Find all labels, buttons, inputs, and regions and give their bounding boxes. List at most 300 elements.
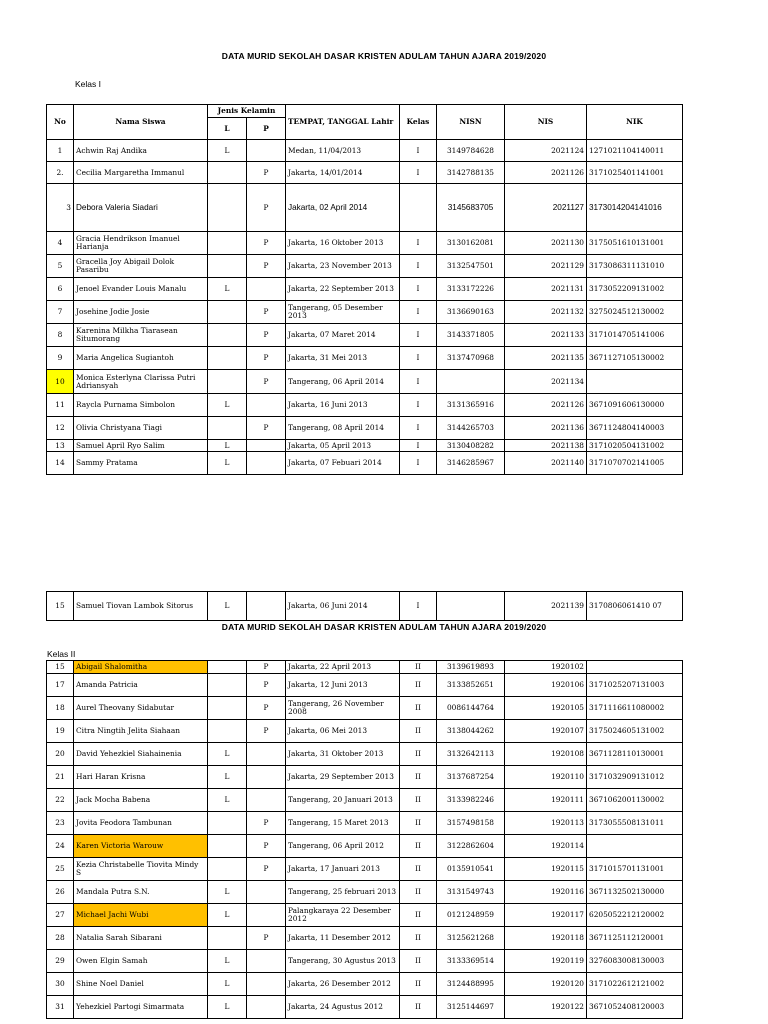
table-row — [47, 674, 683, 697]
cell-no: 5 — [47, 255, 74, 278]
table-row — [47, 697, 683, 720]
cell-no: 29 — [47, 950, 74, 973]
cell-nik: 3171022612121002 — [587, 973, 683, 996]
table-row — [47, 301, 683, 324]
cell-nik: 3276083008130003 — [587, 950, 683, 973]
cell-birth: Jakarta, 29 September 2013 — [286, 766, 400, 789]
cell-no: 26 — [47, 881, 74, 904]
cell-no: 9 — [47, 347, 74, 370]
cell-no: 24 — [47, 835, 74, 858]
cell-birth: Tangerang, 06 April 2012 — [286, 835, 400, 858]
cell-name: David Yehezkiel Siahainenia — [74, 743, 208, 766]
cell-nis: 2021133 — [505, 324, 587, 347]
table-row — [47, 232, 683, 255]
cell-class: II — [400, 858, 437, 881]
cell-nis: 2021127 — [505, 184, 587, 232]
cell-female: P — [247, 858, 286, 881]
cell-no: 10 — [47, 370, 74, 394]
cell-female: P — [247, 720, 286, 743]
cell-class: I — [400, 232, 437, 255]
header-nisn: NISN — [437, 105, 505, 140]
cell-female: P — [247, 417, 286, 440]
cell-male: L — [208, 743, 247, 766]
cell-nik: 3171020504131002 — [587, 440, 683, 452]
cell-nis: 1920102 — [505, 661, 587, 674]
cell-no: 15 — [47, 661, 74, 674]
header-nik: NIK — [587, 105, 683, 140]
cell-birth: Tangerang, 08 April 2014 — [286, 417, 400, 440]
cell-nisn: 3157498158 — [437, 812, 505, 835]
cell-name: Natalia Sarah Sibarani — [74, 927, 208, 950]
cell-nisn: 3130162081 — [437, 232, 505, 255]
table-row — [47, 417, 683, 440]
cell-nik: 3171015701131001 — [587, 858, 683, 881]
cell-name: Gracella Joy Abigail Dolok Pasaribu — [74, 255, 208, 278]
cell-nis: 2021134 — [505, 370, 587, 394]
cell-female — [247, 440, 286, 452]
cell-nik: 3170806061410 07 — [587, 592, 683, 621]
table-row — [47, 881, 683, 904]
cell-nik: 3275024512130002 — [587, 301, 683, 324]
cell-no: 1 — [47, 140, 74, 162]
table-row — [47, 184, 683, 232]
table-row — [47, 950, 683, 973]
cell-nik: 6205052212120002 — [587, 904, 683, 927]
cell-name: Jack Mocha Babena — [74, 789, 208, 812]
cell-male: L — [208, 766, 247, 789]
table-row — [47, 370, 683, 394]
header-female: P — [247, 118, 286, 140]
cell-birth: Tangerang, 05 Desember 2013 — [286, 301, 400, 324]
cell-nis: 2021124 — [505, 140, 587, 162]
cell-birth: Jakarta, 05 April 2013 — [286, 440, 400, 452]
cell-female: P — [247, 674, 286, 697]
cell-class: I — [400, 394, 437, 417]
cell-birth: Jakarta, 16 Oktober 2013 — [286, 232, 400, 255]
cell-nis: 2021132 — [505, 301, 587, 324]
cell-no: 20 — [47, 743, 74, 766]
cell-female: P — [247, 812, 286, 835]
cell-nisn: 3133369514 — [437, 950, 505, 973]
cell-male — [208, 255, 247, 278]
cell-male: L — [208, 881, 247, 904]
cell-male — [208, 812, 247, 835]
table-row — [47, 324, 683, 347]
cell-male — [208, 370, 247, 394]
cell-name: Jovita Feodora Tambunan — [74, 812, 208, 835]
cell-nis: 2021136 — [505, 417, 587, 440]
cell-female: P — [247, 162, 286, 184]
cell-class: II — [400, 927, 437, 950]
cell-no: 30 — [47, 973, 74, 996]
table-row — [47, 720, 683, 743]
cell-no: 7 — [47, 301, 74, 324]
cell-nik: 3175024605131002 — [587, 720, 683, 743]
cell-male — [208, 162, 247, 184]
cell-nik: 3671091606130000 — [587, 394, 683, 417]
cell-no: 31 — [47, 996, 74, 1019]
cell-class: II — [400, 674, 437, 697]
student-table-kelas-2 — [46, 660, 683, 1019]
cell-no: 25 — [47, 858, 74, 881]
cell-class: II — [400, 766, 437, 789]
cell-nik: 3173014204141016 — [587, 184, 683, 232]
header-nis: NIS — [505, 105, 587, 140]
cell-nik: 3171070702141005 — [587, 452, 683, 475]
cell-birth: Jakarta, 22 September 2013 — [286, 278, 400, 301]
cell-birth: Jakarta, 22 April 2013 — [286, 661, 400, 674]
cell-birth: Medan, 11/04/2013 — [286, 140, 400, 162]
table-row — [47, 766, 683, 789]
table-row — [47, 347, 683, 370]
cell-no: 18 — [47, 697, 74, 720]
cell-female — [247, 766, 286, 789]
cell-nisn: 3137470968 — [437, 347, 505, 370]
cell-male: L — [208, 394, 247, 417]
cell-nik: 3171032909131012 — [587, 766, 683, 789]
cell-class: I — [400, 592, 437, 621]
cell-birth: Jakarta, 26 Desember 2012 — [286, 973, 400, 996]
cell-nis: 1920108 — [505, 743, 587, 766]
cell-birth: Tangerang, 30 Agustus 2013 — [286, 950, 400, 973]
cell-nisn: 3139619893 — [437, 661, 505, 674]
cell-female: P — [247, 232, 286, 255]
cell-female — [247, 881, 286, 904]
cell-class: II — [400, 789, 437, 812]
cell-name: Raycla Purnama Simbolon — [74, 394, 208, 417]
cell-nisn: 3145683705 — [437, 184, 505, 232]
cell-nisn: 3142788135 — [437, 162, 505, 184]
cell-no: 27 — [47, 904, 74, 927]
cell-class: II — [400, 973, 437, 996]
header-name: Nama Siswa — [74, 105, 208, 140]
cell-male — [208, 858, 247, 881]
cell-nisn: 3131365916 — [437, 394, 505, 417]
cell-female — [247, 743, 286, 766]
cell-birth: Jakarta, 07 Febuari 2014 — [286, 452, 400, 475]
cell-female: P — [247, 324, 286, 347]
cell-nisn: 0086144764 — [437, 697, 505, 720]
cell-male: L — [208, 278, 247, 301]
cell-nis: 1920111 — [505, 789, 587, 812]
cell-nis: 1920116 — [505, 881, 587, 904]
cell-nis: 1920105 — [505, 697, 587, 720]
cell-nis: 1920115 — [505, 858, 587, 881]
cell-no: 12 — [47, 417, 74, 440]
cell-birth: Jakarta, 31 Oktober 2013 — [286, 743, 400, 766]
cell-female — [247, 140, 286, 162]
cell-nisn: 3143371805 — [437, 324, 505, 347]
cell-nik: 3173086311131010 — [587, 255, 683, 278]
cell-nik: 3171025207131003 — [587, 674, 683, 697]
header-no: No — [47, 105, 74, 140]
table-row — [47, 812, 683, 835]
table-row — [47, 973, 683, 996]
cell-no: 4 — [47, 232, 74, 255]
cell-class: I — [400, 255, 437, 278]
cell-class: II — [400, 996, 437, 1019]
cell-no: 19 — [47, 720, 74, 743]
cell-female: P — [247, 835, 286, 858]
cell-nisn: 3144265703 — [437, 417, 505, 440]
cell-class: II — [400, 661, 437, 674]
cell-nis: 1920107 — [505, 720, 587, 743]
cell-class: I — [400, 417, 437, 440]
cell-female: P — [247, 184, 286, 232]
stray-mark — [399, 205, 400, 213]
cell-name: Aurel Theovany Sidabutar — [74, 697, 208, 720]
cell-nis: 2021138 — [505, 440, 587, 452]
cell-male — [208, 720, 247, 743]
header-male: L — [208, 118, 247, 140]
cell-nis: 1920122 — [505, 996, 587, 1019]
cell-class: I — [400, 278, 437, 301]
cell-name: Mandala Putra S.N. — [74, 881, 208, 904]
cell-name: Cecilia Margaretha Immanul — [74, 162, 208, 184]
cell-no: 13 — [47, 440, 74, 452]
table-row — [47, 278, 683, 301]
cell-nik: 3671127105130002 — [587, 347, 683, 370]
cell-name: Olivia Christyana Tiagi — [74, 417, 208, 440]
cell-nik: 3171116611080002 — [587, 697, 683, 720]
student-table-continued — [46, 591, 683, 621]
cell-male — [208, 674, 247, 697]
cell-name: Samuel April Ryo Salim — [74, 440, 208, 452]
page-title-2: DATA MURID SEKOLAH DASAR KRISTEN ADULAM TAHUN AJARA 2019/2020 — [221, 622, 547, 632]
cell-no: 17 — [47, 674, 74, 697]
cell-name: Jenoel Evander Louis Manalu — [74, 278, 208, 301]
cell-nisn: 3125621268 — [437, 927, 505, 950]
cell-nisn: 3133172226 — [437, 278, 505, 301]
table-row — [47, 140, 683, 162]
cell-name: Yehezkiel Partogi Simarmata — [74, 996, 208, 1019]
cell-no: 22 — [47, 789, 74, 812]
cell-nik: 3671132502130000 — [587, 881, 683, 904]
cell-male: L — [208, 452, 247, 475]
cell-female — [247, 973, 286, 996]
cell-male: L — [208, 140, 247, 162]
table-row — [47, 255, 683, 278]
cell-no: 3 — [47, 184, 74, 232]
cell-female — [247, 394, 286, 417]
cell-nisn: 3133852651 — [437, 674, 505, 697]
cell-class: II — [400, 812, 437, 835]
cell-female: P — [247, 301, 286, 324]
cell-male: L — [208, 789, 247, 812]
cell-female: P — [247, 697, 286, 720]
cell-nisn: 3122862604 — [437, 835, 505, 858]
cell-male: L — [208, 950, 247, 973]
cell-nisn: 3146285967 — [437, 452, 505, 475]
cell-name: Citra Ningtih Jelita Siahaan — [74, 720, 208, 743]
cell-class: I — [400, 440, 437, 452]
cell-name: Karen Victoria Warouw — [74, 835, 208, 858]
cell-name: Gracia Hendrikson Imanuel Harianja — [74, 232, 208, 255]
cell-nik: 3175051610131001 — [587, 232, 683, 255]
cell-male: L — [208, 904, 247, 927]
table-row — [47, 394, 683, 417]
cell-nisn: 3132642113 — [437, 743, 505, 766]
cell-male: L — [208, 440, 247, 452]
cell-nis: 2021126 — [505, 394, 587, 417]
cell-name: Kezia Christabelle Tiovita Mindy S — [74, 858, 208, 881]
class-label: Kelas I — [75, 79, 101, 89]
cell-no: 14 — [47, 452, 74, 475]
cell-male — [208, 697, 247, 720]
cell-no: 15 — [47, 592, 74, 621]
cell-no: 8 — [47, 324, 74, 347]
cell-nik: 3171014705141006 — [587, 324, 683, 347]
cell-male: L — [208, 996, 247, 1019]
cell-name: Maria Angelica Sugiantoh — [74, 347, 208, 370]
cell-nis: 2021135 — [505, 347, 587, 370]
cell-birth: Jakarta, 14/01/2014 — [286, 162, 400, 184]
table-row — [47, 996, 683, 1019]
cell-nis: 1920120 — [505, 973, 587, 996]
cell-nik: 3671125112120001 — [587, 927, 683, 950]
cell-female: P — [247, 927, 286, 950]
cell-birth: Jakarta, 06 Mei 2013 — [286, 720, 400, 743]
cell-nis: 2021126 — [505, 162, 587, 184]
cell-name: Michael Jachi Wubi — [74, 904, 208, 927]
cell-name: Abigail Shalomitha — [74, 661, 208, 674]
cell-nik: 3173055508131011 — [587, 812, 683, 835]
cell-nis: 2021139 — [505, 592, 587, 621]
cell-nis: 1920113 — [505, 812, 587, 835]
cell-female — [247, 789, 286, 812]
cell-nisn: 3138044262 — [437, 720, 505, 743]
cell-nisn: 0135910541 — [437, 858, 505, 881]
cell-nik: 3173052209131002 — [587, 278, 683, 301]
cell-class: II — [400, 881, 437, 904]
cell-nisn: 3124488995 — [437, 973, 505, 996]
cell-nis: 1920110 — [505, 766, 587, 789]
cell-nisn: 3130408282 — [437, 440, 505, 452]
cell-nis: 2021129 — [505, 255, 587, 278]
cell-birth: Jakarta, 16 Juni 2013 — [286, 394, 400, 417]
cell-nis: 1920106 — [505, 674, 587, 697]
cell-birth: Palangkaraya 22 Desember 2012 — [286, 904, 400, 927]
header-birth: TEMPAT, TANGGAL Lahir — [286, 105, 400, 140]
cell-nik: 3671062001130002 — [587, 789, 683, 812]
cell-nis: 2021130 — [505, 232, 587, 255]
cell-birth: Tangerang, 06 April 2014 — [286, 370, 400, 394]
cell-nis: 2021131 — [505, 278, 587, 301]
cell-male: L — [208, 973, 247, 996]
cell-class: II — [400, 835, 437, 858]
table-row — [47, 743, 683, 766]
cell-birth: Jakarta, 12 Juni 2013 — [286, 674, 400, 697]
cell-name: Achwin Raj Andika — [74, 140, 208, 162]
cell-nis: 1920114 — [505, 835, 587, 858]
table-row — [47, 162, 683, 184]
cell-birth: Tangerang, 15 Maret 2013 — [286, 812, 400, 835]
table-row — [47, 789, 683, 812]
cell-nisn: 3132547501 — [437, 255, 505, 278]
cell-name: Josehine Jodie Josie — [74, 301, 208, 324]
cell-birth: Tangerang, 20 Januari 2013 — [286, 789, 400, 812]
table-row — [47, 661, 683, 674]
cell-name: Karenina Milkha Tiarasean Situmorang — [74, 324, 208, 347]
cell-male — [208, 324, 247, 347]
cell-nisn — [437, 370, 505, 394]
table-row — [47, 927, 683, 950]
table-row — [47, 592, 683, 621]
cell-nisn — [437, 592, 505, 621]
table-row — [47, 904, 683, 927]
cell-birth: Jakarta, 11 Desember 2012 — [286, 927, 400, 950]
cell-class: I — [400, 452, 437, 475]
cell-female — [247, 452, 286, 475]
cell-nis: 2021140 — [505, 452, 587, 475]
cell-nik: 3171025401141001 — [587, 162, 683, 184]
table-row — [47, 858, 683, 881]
cell-nisn: 3149784628 — [437, 140, 505, 162]
cell-nisn: 3137687254 — [437, 766, 505, 789]
table-row — [47, 440, 683, 452]
cell-birth: Jakarta, 17 Januari 2013 — [286, 858, 400, 881]
cell-female: P — [247, 255, 286, 278]
cell-no: 6 — [47, 278, 74, 301]
cell-female — [247, 278, 286, 301]
cell-female: P — [247, 661, 286, 674]
cell-male — [208, 184, 247, 232]
cell-nik: 3671128110130001 — [587, 743, 683, 766]
cell-male — [208, 927, 247, 950]
cell-name: Shine Noel Daniel — [74, 973, 208, 996]
cell-male — [208, 835, 247, 858]
cell-no: 23 — [47, 812, 74, 835]
cell-class: II — [400, 950, 437, 973]
cell-nis: 1920117 — [505, 904, 587, 927]
cell-class: I — [400, 140, 437, 162]
cell-female — [247, 996, 286, 1019]
cell-nik — [587, 661, 683, 674]
cell-male — [208, 347, 247, 370]
cell-nik: 3671052408120003 — [587, 996, 683, 1019]
cell-birth: Jakarta, 31 Mei 2013 — [286, 347, 400, 370]
cell-birth: Jakarta, 02 April 2014 — [286, 184, 400, 232]
cell-class — [400, 184, 437, 232]
cell-nik — [587, 835, 683, 858]
cell-class: II — [400, 697, 437, 720]
cell-class: II — [400, 720, 437, 743]
cell-nisn: 3133982246 — [437, 789, 505, 812]
cell-name: Owen Elgin Samah — [74, 950, 208, 973]
cell-name: Monica Esterlyna Clarissa Putri Adriansyah — [74, 370, 208, 394]
table-row — [47, 452, 683, 475]
cell-birth: Jakarta, 24 Agustus 2012 — [286, 996, 400, 1019]
cell-birth: Tangerang, 26 November 2008 — [286, 697, 400, 720]
cell-nik — [587, 370, 683, 394]
cell-no: 11 — [47, 394, 74, 417]
cell-birth: Jakarta, 07 Maret 2014 — [286, 324, 400, 347]
cell-name: Sammy Pratama — [74, 452, 208, 475]
cell-no: 28 — [47, 927, 74, 950]
cell-no: 2. — [47, 162, 74, 184]
cell-male — [208, 232, 247, 255]
cell-female: P — [247, 370, 286, 394]
cell-nisn: 3125144697 — [437, 996, 505, 1019]
cell-name: Samuel Tiovan Lambok Sitorus — [74, 592, 208, 621]
cell-class: I — [400, 162, 437, 184]
cell-male — [208, 661, 247, 674]
cell-nik: 1271021104140011 — [587, 140, 683, 162]
table-row — [47, 835, 683, 858]
cell-birth: Jakarta, 06 Juni 2014 — [286, 592, 400, 621]
class-label-2: Kelas II — [47, 649, 76, 659]
cell-nisn: 0121248959 — [437, 904, 505, 927]
